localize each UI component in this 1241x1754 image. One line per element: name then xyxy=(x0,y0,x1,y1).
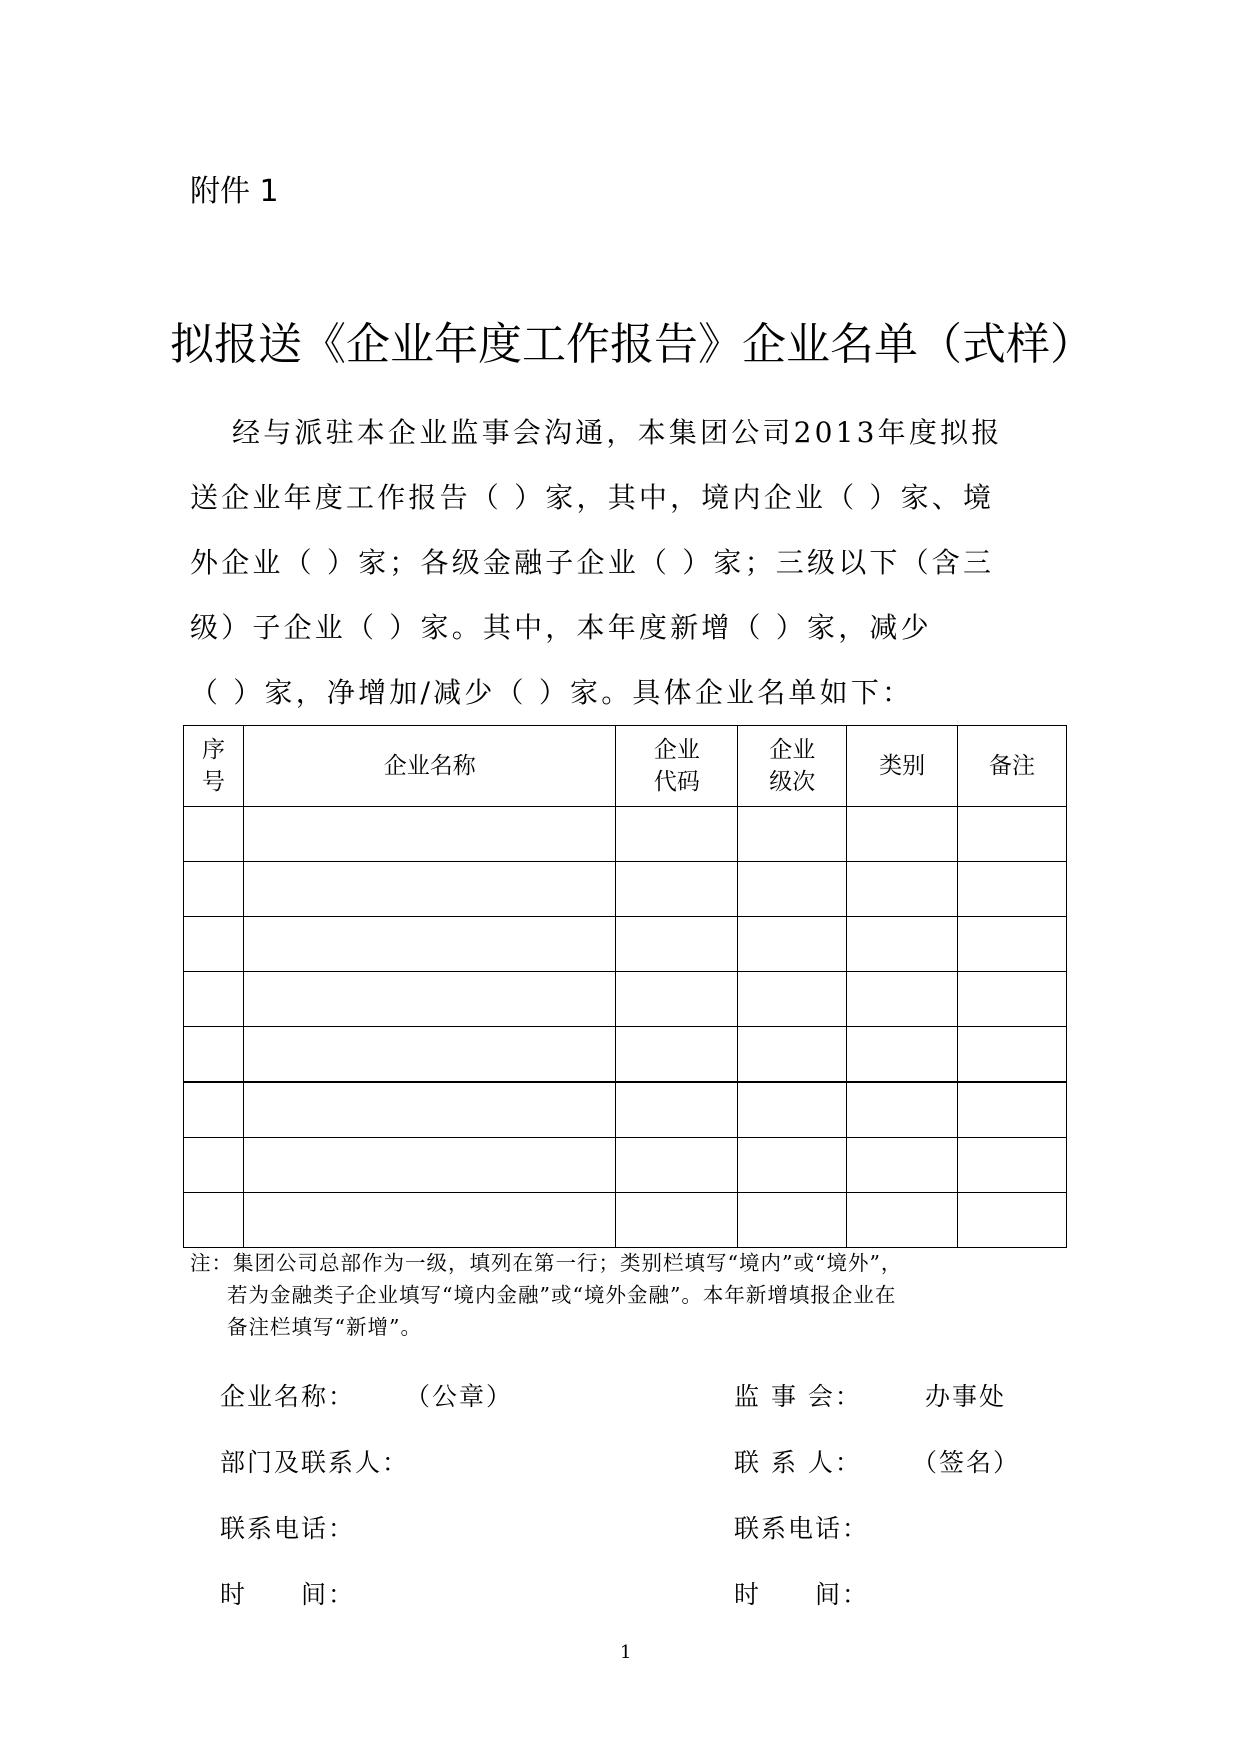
cell[interactable] xyxy=(847,972,958,1027)
cell[interactable] xyxy=(847,1193,958,1248)
cell[interactable] xyxy=(616,1193,738,1248)
cell[interactable] xyxy=(243,1027,616,1083)
cell[interactable] xyxy=(847,807,958,862)
cell[interactable] xyxy=(616,862,738,917)
cell[interactable] xyxy=(738,862,847,917)
paragraph-line: （ ）家，净增加/减少（ ）家。具体企业名单如下： xyxy=(190,676,914,709)
department-contact-label: 部门及联系人： xyxy=(220,1448,410,1477)
cell[interactable] xyxy=(847,1027,958,1083)
cell[interactable] xyxy=(738,917,847,972)
table-row xyxy=(184,972,1067,1027)
table-row xyxy=(184,1082,1067,1138)
cell[interactable] xyxy=(616,807,738,862)
cell[interactable] xyxy=(847,1138,958,1193)
header-seq: 序 号 xyxy=(184,726,244,807)
phone-label: 联系电话： xyxy=(220,1514,356,1543)
cell[interactable] xyxy=(184,1082,244,1138)
document-title: 拟报送《企业年度工作报告》企业名单（式样） xyxy=(170,319,1094,370)
cell[interactable] xyxy=(958,807,1067,862)
cell[interactable] xyxy=(958,1193,1067,1248)
cell[interactable] xyxy=(616,1027,738,1083)
time-label: 时 间： xyxy=(220,1580,356,1609)
cell[interactable] xyxy=(184,807,244,862)
phone-label-right: 联系电话： xyxy=(734,1514,870,1543)
supervisory-board-label: 监 事 会： xyxy=(734,1382,862,1411)
note-line: 若为金融类子企业填写“境内金融”或“境外金融”。本年新增填报企业在 xyxy=(227,1283,897,1307)
cell[interactable] xyxy=(184,1193,244,1248)
cell[interactable] xyxy=(243,1193,616,1248)
cell[interactable] xyxy=(243,972,616,1027)
paragraph-line: 外企业（ ）家；各级金融子企业（ ）家；三级以下（含三 xyxy=(190,546,995,579)
cell[interactable] xyxy=(958,1138,1067,1193)
page-number: 1 xyxy=(620,1642,632,1663)
cell[interactable] xyxy=(738,807,847,862)
cell[interactable] xyxy=(958,1082,1067,1138)
header-remarks: 备注 xyxy=(958,726,1067,807)
cell[interactable] xyxy=(184,1138,244,1193)
cell[interactable] xyxy=(243,807,616,862)
paragraph-line: 级）子企业（ ）家。其中，本年度新增（ ）家，减少 xyxy=(190,611,932,644)
signature-value: （签名） xyxy=(912,1448,1021,1477)
cell[interactable] xyxy=(958,1027,1067,1083)
table-row xyxy=(184,807,1067,862)
cell[interactable] xyxy=(616,917,738,972)
cell[interactable] xyxy=(243,862,616,917)
paragraph-line: 经与派驻本企业监事会沟通，本集团公司2013年度拟报 xyxy=(232,416,1003,449)
header-code: 企业 代码 xyxy=(616,726,738,807)
table-row xyxy=(184,862,1067,917)
table-row xyxy=(184,917,1067,972)
cell[interactable] xyxy=(616,972,738,1027)
cell[interactable] xyxy=(243,1138,616,1193)
table-header-row xyxy=(184,726,1067,807)
enterprise-name-label: 企业名称： xyxy=(220,1382,356,1411)
cell[interactable] xyxy=(738,972,847,1027)
cell[interactable] xyxy=(616,1138,738,1193)
cell[interactable] xyxy=(847,1082,958,1138)
note-line: 注：集团公司总部作为一级，填列在第一行；类别栏填写“境内”或“境外”， xyxy=(190,1251,903,1275)
attachment-label: 附件 1 xyxy=(190,174,279,209)
paragraph-line: 送企业年度工作报告（ ）家，其中，境内企业（ ）家、境 xyxy=(190,481,995,514)
cell[interactable] xyxy=(184,1027,244,1083)
header-category: 类别 xyxy=(847,726,958,807)
cell[interactable] xyxy=(184,917,244,972)
table-row xyxy=(184,1138,1067,1193)
cell[interactable] xyxy=(958,972,1067,1027)
contact-person-label: 联 系 人： xyxy=(734,1448,862,1477)
cell[interactable] xyxy=(958,917,1067,972)
cell[interactable] xyxy=(738,1082,847,1138)
note-line: 备注栏填写“新增”。 xyxy=(227,1315,422,1339)
office-value: 办事处 xyxy=(925,1382,1007,1411)
header-level: 企业 级次 xyxy=(738,726,847,807)
enterprise-seal: （公章） xyxy=(405,1382,514,1411)
time-label-right: 时 间： xyxy=(734,1580,870,1609)
cell[interactable] xyxy=(958,862,1067,917)
cell[interactable] xyxy=(184,972,244,1027)
cell[interactable] xyxy=(738,1027,847,1083)
cell[interactable] xyxy=(847,917,958,972)
cell[interactable] xyxy=(847,862,958,917)
table-row xyxy=(184,1027,1067,1083)
cell[interactable] xyxy=(616,1082,738,1138)
enterprise-list-table xyxy=(183,725,1067,1248)
cell[interactable] xyxy=(243,917,616,972)
cell[interactable] xyxy=(738,1193,847,1248)
table-row xyxy=(184,1193,1067,1248)
cell[interactable] xyxy=(738,1138,847,1193)
cell[interactable] xyxy=(243,1082,616,1138)
cell[interactable] xyxy=(184,862,244,917)
header-name: 企业名称 xyxy=(243,726,616,807)
